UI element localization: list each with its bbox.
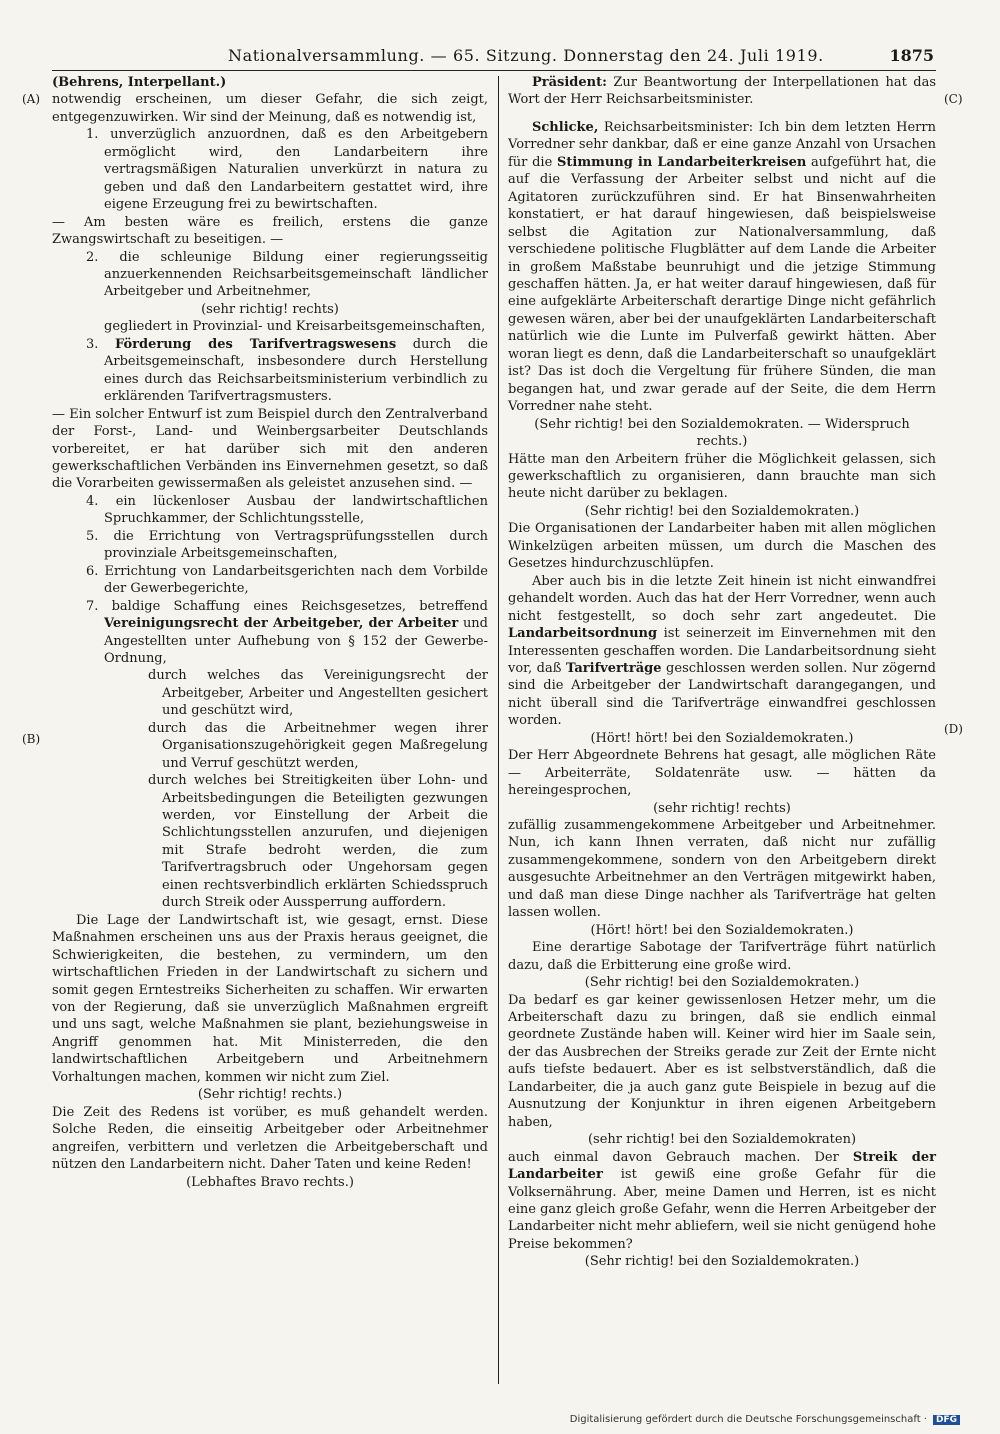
paragraph: Eine derartige Sabotage der Tarifverträge führt natürlich dazu, daß die Erbitterung eine große wird. [508,940,936,973]
interjection: (Sehr richtig! bei den Sozialdemokraten.) [584,503,860,519]
page-number: 1875 [889,46,934,65]
paragraph: Schlicke, Reichsarbeitsminister: Ich bin dem letzten Herrn Vorredner sehr dankbar, daß er eine ganze Anzahl von Ursachen für die Stimmung in Landarbeiterkreisen aufgeführt hat, die auf die Verfassung der Arbeiter selbst und nicht auf die Agitatoren zurückzuführen sind. Er hat Binsenwahrheiten konstatiert, er hat darauf hingewiesen, daß beispielsweise selbst die Agitation zur Nationalversammlung, daß verschiedene politische Flugblätter auf dem Lande die Arbeiter in großem Maßstabe beunruhigt und die jetzige Stimmung geschaffen hätten. Ja, er hat weiter darauf hingewiesen, daß für eine aufgeklärte Arbeiterschaft derartige Dinge nicht gefährlich gewesen wären, aber bei der unaufgeklärten Landarbeiterschaft natürlich wie die Lunte im Pulverfaß gewirkt hätten. Aber woran liegt es denn, daß die Landarbeiterschaft so unaufgeklärt ist? Das ist doch die Vergeltung für frühere Sünden, die man begangen hat, und zwar gerade auf der Seite, die dem Herrn Vorredner nahe steht. [508,119,937,415]
speaker-tag: (Behrens, Interpellant.) [52,75,227,90]
paragraph: Die Zeit des Redens ist vorüber, es muß gehandelt werden. Solche Reden, die einseitig Arbeitgeber oder Arbeitnehmer angreifen, verbittern und verletzen die Arbeitgeberschaft und nützen den Landarbeitern nicht. Daher Taten und keine Reden! [52,1104,488,1173]
list-item: 3. Förderung des Tarifvertragswesens durch die Arbeitsgemeinschaft, insbesondere durch Herstellung eines durch das Reichsarbeitsministerium verbindlich zu erklärenden Tarifvertragsmusters. [86,336,488,405]
left-column [52,74,488,1191]
paragraph: Der Herr Abgeordnete Behrens hat gesagt, alle möglichen Räte — Arbeiterräte, Soldatenräte usw. — hätten da hereingesprochen, [508,748,936,799]
list-item-continuation: gegliedert in Provinzial- und Kreisarbeitsgemeinschaften, [104,319,486,335]
paragraph: notwendig erscheinen, um dieser Gefahr, die sich zeigt, entgegenzuwirken. Wir sind der Meinung, daß es notwendig ist, [52,92,488,125]
interjection: (Sehr richtig! rechts.) [197,1087,343,1103]
sub-item: durch das die Arbeitnehmer wegen ihrer Organisationszugehörigkeit gegen Maßregelung und Verruf geschützt werden, [148,720,488,771]
list-item: 1. unverzüglich anzuordnen, daß es den Arbeitgebern ermöglicht wird, den Landarbeitern ihre vertragsmäßigen Naturalien unverkürzt in natura zu geben und daß den Landarbeitern gestattet wird, ihre eigene Erzeugung frei zu bewirtschaften. [86,127,488,213]
interjection: (Sehr richtig! bei den Sozialdemokraten.) [584,1254,860,1270]
list-item: 6. Errichtung von Landarbeitsgerichten nach dem Vorbilde der Gewerbegerichte, [86,563,488,597]
interjection: (Sehr richtig! bei den Sozialdemokraten.) [584,975,860,991]
paragraph: Die Organisationen der Landarbeiter haben mit allen möglichen Winkelzügen arbeiten müssen, um durch die Maschen des Gesetzes hindurchzuschlüpfen. [508,521,936,572]
interjection: (sehr richtig! bei den Sozialdemokraten) [587,1132,857,1148]
header-rule [52,70,936,71]
paragraph: Da bedarf es gar keiner gewissenlosen Hetzer mehr, um die Arbeiterschaft dazu zu bringen, daß sie endlich einmal geordnete Zustände haben will. Keiner wird hier im Saale sein, der das Ausbrechen der Streiks gerade zur Zeit der Ernte nicht aufs tiefste bedauert. Aber es ist selbstverständlich, daß die Landarbeiter, die ja auch ganz gute Beispiele in bezug auf die Ausnutzung der Konjunktur in ihren eigenen Arbeitgebern haben, [508,992,936,1130]
margin-mark-c: (C) [944,92,963,106]
interjection: (sehr richtig! rechts) [653,800,791,816]
paragraph: Aber auch bis in die letzte Zeit hinein ist nicht einwandfrei gehandelt worden. Auch das hat der Herr Vorredner, wenn auch nicht festgestellt, so doch sehr zart angedeutet. Die Landarbeitsordnung ist seinerzeit im Einvernehmen mit den Interessenten geschaffen worden. Die Landarbeitsordnung sieht vor, daß Tarifverträge geschlossen werden sollen. Nur zögernd sind die Arbeitgeber der Landwirtschaft darangegangen, und nicht überall sind die Tarifverträge einwandfrei geschlossen worden. [508,573,936,729]
sub-item: durch welches bei Streitigkeiten über Lohn- und Arbeitsbedingungen die Beteiligten gezwungen werden, vor Einstellung der Arbeit die Schlichtungsstellen anzurufen, und diejenigen mit Strafe bedroht werden, die zum Tarifvertragsbruch oder Ungehorsam gegen einen rechtsverbindlich erklärten Schiedsspruch durch Streik oder Aussperrung auffordern. [148,773,488,911]
paragraph: Präsident: Zur Beantwortung der Interpellationen hat das Wort der Herr Reichsarbeitsminister. [508,75,936,108]
interjection: (Sehr richtig! bei den Sozialdemokraten. — Widerspruch rechts.) [534,416,910,450]
margin-mark-d: (D) [944,722,963,736]
interjection: (sehr richtig! rechts) [201,301,339,317]
interjection: (Hört! hört! bei den Sozialdemokraten.) [590,922,854,938]
list-item: 5. die Errichtung von Vertragsprüfungsstellen durch provinziale Arbeitsgemeinschaften, [86,528,488,562]
paragraph: zufällig zusammengekommene Arbeitgeber und Arbeitnehmer. Nun, ich kann Ihnen verraten, daß nicht nur zufällig zusammengekommene, sondern von den Arbeitgebern direkt ausgesuchte Arbeitnehmer an den Verträgen mitgewirkt haben, und daß man diese Dinge nachher als Tarifverträge hat gelten lassen wollen. [508,818,936,921]
margin-mark-a: (A) [22,92,41,106]
paragraph: Hätte man den Arbeitern früher die Möglichkeit gelassen, sich gewerkschaftlich zu organisieren, dann brauchte man sich heute nicht darüber zu beklagen. [508,451,936,502]
aside: — Ein solcher Entwurf ist zum Beispiel durch den Zentralverband der Forst-, Land- und Weinbergsarbeiter Deutschlands vorbereitet, er hat darüber sich mit den anderen gewerkschaftlichen Verbänden ins Einvernehmen gesetzt, so daß die Vorarbeiten gewissermaßen als geleistet anzusehen sind. — [52,406,488,492]
footer [570,1414,960,1425]
interjection: (Lebhaftes Bravo rechts.) [186,1174,354,1190]
footer-text: Digitalisierung gefördert durch die Deutsche Forschungsgemeinschaft · [569,1414,927,1425]
header-title: Nationalversammlung. — 65. Sitzung. Donnerstag den 24. Juli 1919. [228,46,824,65]
list-item: 4. ein lückenloser Ausbau der landwirtschaftlichen Spruchkammer, der Schlichtungsstelle, [86,493,488,527]
margin-mark-b: (B) [22,732,41,746]
list-item: 2. die schleunige Bildung einer regierungsseitig anzuerkennenden Reichsarbeitsgemeinschaft ländlicher Arbeitgeber und Arbeitnehmer, [86,249,488,300]
sub-item: durch welches das Vereinigungsrecht der Arbeitgeber, Arbeiter und Angestellten gesichert und geschützt wird, [148,668,488,719]
aside: — Am besten wäre es freilich, erstens die ganze Zwangswirtschaft zu beseitigen. — [52,214,488,248]
page-header [0,46,1000,70]
dfg-logo: DFG [933,1415,960,1425]
paragraph: auch einmal davon Gebrauch machen. Der Streik der Landarbeiter ist gewiß eine große Gefahr für die Volksernährung. Aber, meine Damen und Herren, ist es nicht eine ganz gleich große Gefahr, wenn die Herren Arbeitgeber der Landarbeiter nicht mehr abliefern, weil sie nicht genügend hohe Preise bekommen? [508,1149,936,1252]
column-divider [498,76,499,1384]
paragraph: Die Lage der Landwirtschaft ist, wie gesagt, ernst. Diese Maßnahmen erscheinen uns aus der Praxis heraus geeignet, die Schwierigkeiten, die bestehen, zu vermindern, um den wirtschaftlichen Frieden in der Landwirtschaft zu sichern und somit gegen Erntestreiks Sicherheiten zu schaffen. Wir erwarten von der Regierung, daß sie unverzüglich Maßnahmen ergreift und uns sagt, welche Maßnahmen sie plant, beziehungsweise in Angriff genommen hat. Mit Ministerreden, die den landwirtschaftlichen Arbeitgebern und Arbeitnehmern Vorhaltungen machen, kommen wir nicht zum Ziel. [52,912,488,1085]
right-column [508,74,936,1271]
list-item: 7. baldige Schaffung eines Reichsgesetzes, betreffend Vereinigungsrecht der Arbeitgeber, der Arbeiter und Angestellten unter Aufhebung von § 152 der Gewerbe-Ordnung, [86,598,489,666]
interjection: (Hört! hört! bei den Sozialdemokraten.) [590,730,854,746]
